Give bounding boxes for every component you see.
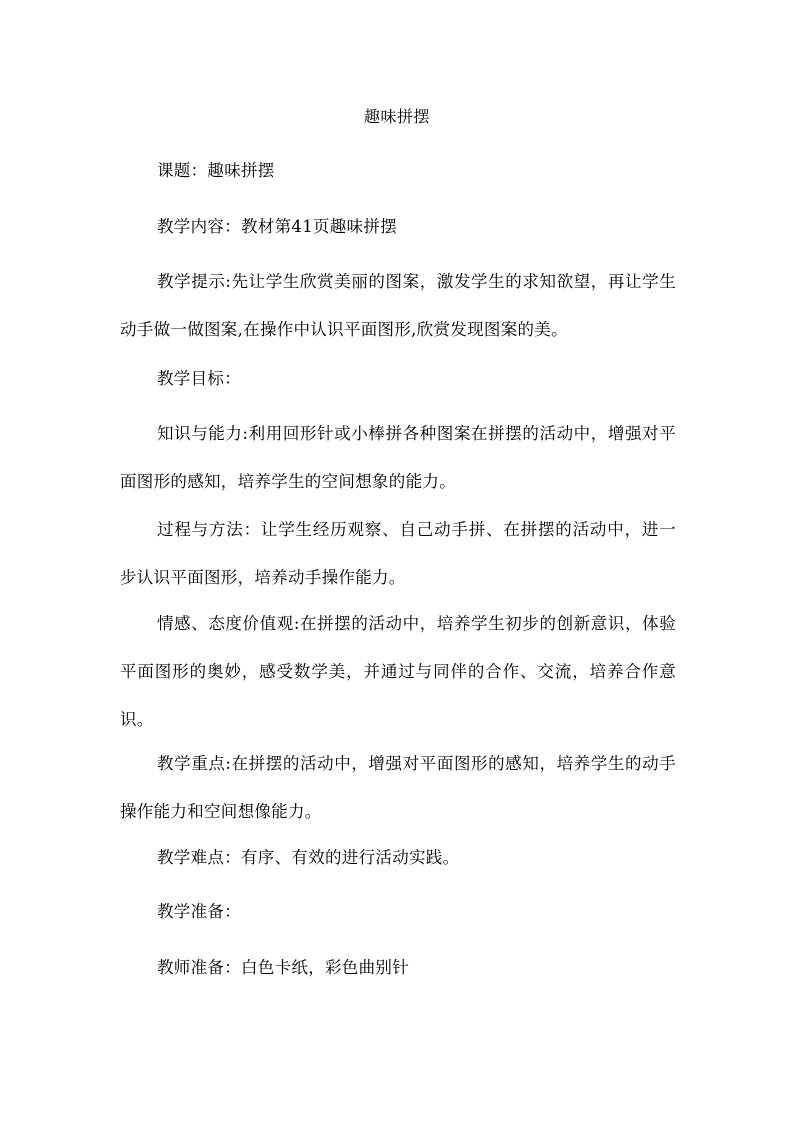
paragraph-topic: 课题：趣味拼摆 (157, 161, 275, 180)
paragraph-teacher-preparation: 教师准备：白色卡纸，彩色曲别针 (157, 958, 409, 977)
paragraph-attitude: 情感、态度价值观:在拼摆的活动中，培养学生初步的创新意识，体验平面图形的奥妙，感受数学美，并通过与同伴的合作、交流，培养合作意识。 (120, 614, 676, 729)
paragraph-hint: 教学提示:先让学生欣赏美丽的图案，激发学生的求知欲望，再让学生动手做一做图案,在操作中认识平面图形,欣赏发现图案的美。 (120, 272, 676, 339)
paragraph-objectives-heading: 教学目标： (157, 369, 241, 388)
paragraph-key-points: 教学重点:在拼摆的活动中，增强对平面图形的感知，培养学生的动手操作能力和空间想像能力。 (120, 754, 676, 821)
paragraph-content: 教学内容：教材第41页趣味拼摆 (157, 217, 397, 236)
document-title: 趣味拼摆 (363, 107, 430, 126)
paragraph-knowledge: 知识与能力:利用回形针或小棒拼各种图案在拼摆的活动中，增强对平面图形的感知，培养学生的空间想象的能力。 (120, 424, 676, 491)
paragraph-difficulties: 教学难点：有序、有效的进行活动实践。 (157, 848, 460, 867)
paragraph-process: 过程与方法：让学生经历观察、自己动手拼、在拼摆的活动中，进一步认识平面图形，培养动手操作能力。 (120, 520, 676, 587)
paragraph-preparation-heading: 教学准备： (157, 902, 241, 921)
